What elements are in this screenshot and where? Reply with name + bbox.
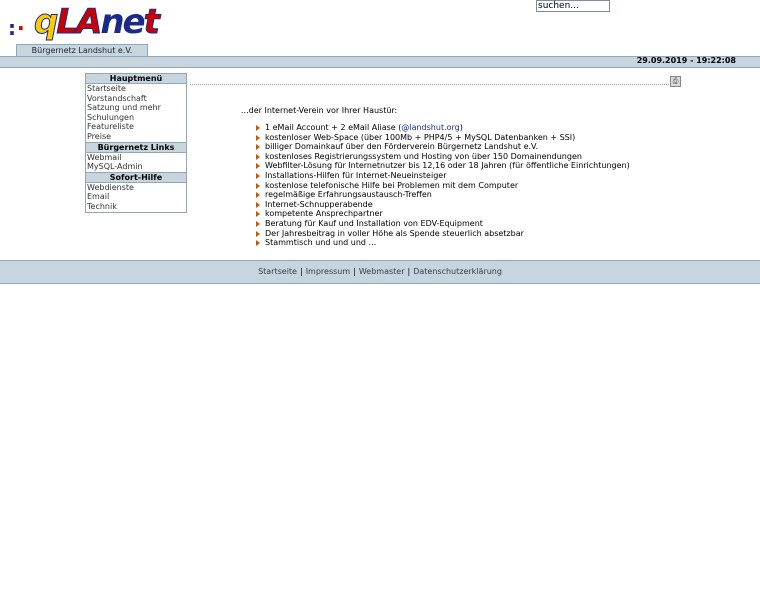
- search-input[interactable]: suchen...: [536, 0, 610, 12]
- list-item: 1 eMail Account + 2 eMail Aliase (@landshut.org): [256, 123, 630, 133]
- sidebar-menu: [85, 73, 187, 213]
- landshut-org-link[interactable]: @landshut.org: [401, 123, 460, 132]
- content-divider: [190, 84, 669, 85]
- footer-bar: [0, 260, 760, 284]
- sidebar-item-mysql-admin[interactable]: MySQL-Admin: [87, 162, 143, 172]
- arrow-icon: [256, 163, 260, 169]
- list-item: kostenloses Registrierungssystem und Hosting von über 150 Domainendungen: [256, 152, 630, 162]
- arrow-icon: [256, 135, 260, 141]
- arrow-icon: [256, 154, 260, 160]
- header-bar: [0, 56, 760, 68]
- footer-link-startseite[interactable]: Startseite: [258, 267, 297, 276]
- list-item: Der Jahresbeitrag in voller Höhe als Spende steuerlich absetzbar: [256, 229, 630, 239]
- sidebar-item-email[interactable]: Email: [87, 192, 110, 202]
- menu-heading-links: Bürgernetz Links: [86, 142, 186, 153]
- qlanet-logo[interactable]: [8, 2, 178, 46]
- footer-link-impressum[interactable]: Impressum: [305, 267, 351, 276]
- arrow-icon: [256, 211, 260, 217]
- sidebar-item-startseite[interactable]: Startseite: [87, 84, 126, 93]
- arrow-icon: [256, 240, 260, 246]
- footer-separator: |: [407, 267, 411, 276]
- menu-heading-hauptmenu: Hauptmenü: [86, 74, 186, 84]
- arrow-icon: [256, 192, 260, 198]
- logo-dots: :·: [8, 16, 26, 40]
- arrow-icon: [256, 202, 260, 208]
- list-item: Internet-Schnupperabende: [256, 200, 630, 210]
- sidebar-item-technik[interactable]: Technik: [87, 201, 117, 211]
- footer-link-datenschutz[interactable]: Datenschutzerklärung: [413, 267, 502, 276]
- arrow-icon: [256, 231, 260, 237]
- arrow-icon: [256, 221, 260, 227]
- menu-heading-sofort-hilfe: Sofort-Hilfe: [86, 172, 186, 183]
- print-icon[interactable]: ⎙: [670, 76, 681, 87]
- sidebar-item-satzung[interactable]: Satzung und mehr: [87, 103, 161, 113]
- list-item: kostenloser Web-Space (über 100Mb + PHP4/5 + MySQL Datenbanken + SSI): [256, 133, 630, 143]
- feature-list: [256, 123, 630, 248]
- sidebar-item-webdienste[interactable]: Webdienste: [87, 182, 134, 192]
- sidebar-item-preise[interactable]: Preise: [87, 131, 112, 141]
- list-item: Installations-Hilfen für Internet-Neueinsteiger: [256, 171, 630, 181]
- datetime: 29.09.2019 - 19:22:08: [636, 56, 736, 65]
- site-tab: Bürgernetz Landshut e.V.: [16, 44, 148, 57]
- footer-separator: |: [299, 267, 303, 276]
- footer-link-webmaster[interactable]: Webmaster: [358, 267, 405, 276]
- arrow-icon: [256, 173, 260, 179]
- logo-text: qLAnet: [34, 2, 158, 42]
- list-item: regelmäßige Erfahrungsaustausch-Treffen: [256, 190, 630, 200]
- sidebar-item-webmail[interactable]: Webmail: [87, 152, 122, 162]
- arrow-icon: [256, 183, 260, 189]
- sidebar-item-featureliste[interactable]: Featureliste: [87, 122, 134, 132]
- list-item: Stammtisch und und und ...: [256, 238, 630, 248]
- arrow-icon: [256, 125, 260, 131]
- arrow-icon: [256, 144, 260, 150]
- sidebar-item-vorstandschaft[interactable]: Vorstandschaft: [87, 93, 147, 103]
- intro-text: ...der Internet-Verein vor Ihrer Haustür:: [241, 106, 398, 115]
- list-item: Beratung für Kauf und Installation von EDV-Equipment: [256, 219, 630, 229]
- list-item: kostenlose telefonische Hilfe bei Problemen mit dem Computer: [256, 181, 630, 191]
- footer-separator: |: [353, 267, 356, 276]
- list-item: Webfilter-Lösung für Internetnutzer bis 12,16 oder 18 Jahren (für öffentliche Einrichtungen): [256, 161, 630, 171]
- list-item: billiger Domainkauf über den Förderverein Bürgernetz Landshut e.V.: [256, 142, 630, 152]
- list-item: kompetente Ansprechpartner: [256, 209, 630, 219]
- sidebar-item-schulungen[interactable]: Schulungen: [87, 112, 135, 122]
